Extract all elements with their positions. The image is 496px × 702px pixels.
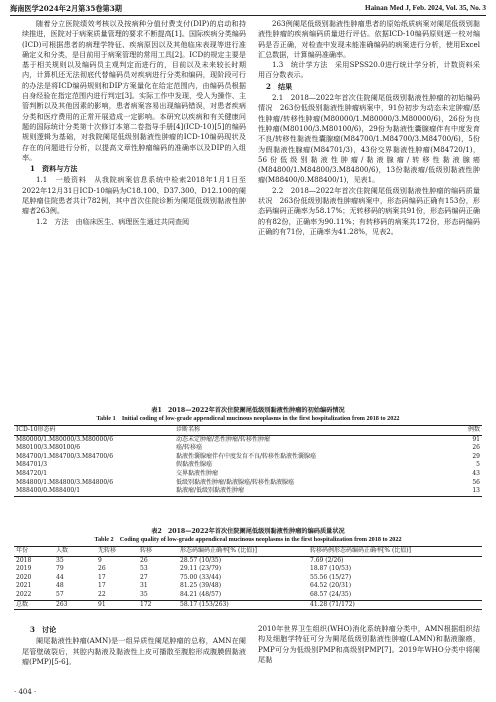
table-row [14,470,482,479]
header-rule [10,15,486,16]
table1-caption [10,407,486,423]
table-cell: 26 [98,565,106,573]
table-cell: 56 [472,478,480,486]
table-cell: 53 [140,565,148,573]
table-row [14,582,482,591]
general-data-paragraph: 1.1 一般资料 从我院病案信息系统中检索2018年1月1日至2022年12月31日ICD-10编码为C18.100、D37.300、D12.100的阑尾肿瘤住院患者共计782例，其中首次住院诊断为阑尾低级别黏液性肿瘤者263例。 [22,175,246,216]
table2-header: 转移码例形态码编码正确率[% (比值)] [308,547,482,557]
table2-header: 年份 [14,547,54,557]
table-cell: M80000/1.M80000/3.M80000/6 [16,435,114,443]
table-cell: 2020 [16,573,32,581]
table-row [14,435,482,444]
table-cell: 91 [96,600,138,610]
discussion-column-left [22,624,246,667]
table-cell: M80100/3.M80100/6 [16,444,81,452]
table-cell: 2021 [16,582,32,590]
table-cell: 黏液性囊腺瘤伴有中度发育不良/转移性黏液性囊腺癌 [176,452,317,460]
table-cell: 55.56 (15/27) [310,573,352,581]
table-row [14,600,482,610]
table-cell: 7.69 (2/26) [310,556,344,564]
table-row [14,479,482,488]
table-cell: 低级别黏液性肿瘤/黏液腺癌/转移性黏液腺癌 [176,478,295,486]
table-cell: 黏液瘤/低级别黏液性肿瘤 [174,487,442,496]
discussion-paragraph: 阑尾黏液性肿瘤(AMN)是一组异质性阑尾肿瘤的总称，AMN在阑尾管壁破裂后，其腔内黏液及黏液性上皮可播散至腹腔形成腹膜假黏液瘤(PMP)[5-6]。 [22,636,246,666]
table-row [14,453,482,462]
table-cell: 2022 [16,590,32,598]
result-2-2-paragraph: 2.2 2018—2022年首次住院阑尾低级别黏液性肿瘤的编码质量状况 263份低级别黏液性肿瘤病案中，形态码编码正确有153份，形态码编码正确率为58.17%；无转移码的病案共91份，形态码编码正确的有82份，正确率为90.11%；有转移码的病案共172份，形态码编码正确的有71份，正确率为41.28%，见表2。 [258,185,480,236]
table-cell: 总数 [14,600,54,610]
table-cell: 18.87 (10/53) [310,565,352,573]
table-cell: 26 [140,556,148,564]
table-row [14,565,482,574]
table-cell: 172 [138,600,178,610]
table-cell: M84720/1 [16,469,48,477]
table-cell: 43 [472,469,480,477]
method-paragraph: 1.2 方法 由临床医生、病理医生通过共同查阅 [36,216,190,226]
table-cell: 263 [54,600,96,610]
journal-name-cn: 海南医学2024年2月第35卷第3期 [10,4,122,13]
table2 [14,546,482,610]
table2-header: 无转移 [96,547,138,557]
table-cell: 84.21 (48/57) [180,590,222,598]
table-cell: 35 [56,556,64,564]
table-cell: 75.00 (33/44) [180,573,222,581]
table-cell: 29 [472,452,480,460]
table-cell: 2019 [16,565,32,573]
table-cell: 27 [140,573,148,581]
table2-title-cn: 表2 2018—2022年首次住院阑尾低级别黏液性肿瘤的编码质量状况 [151,528,345,535]
table2-header: 人数 [54,547,96,557]
table-cell: 假黏液性腺癌 [176,461,213,469]
table1-title-cn: 表1 2018—2022年首次住院阑尾低级别黏液性肿瘤的初始编码情况 [151,407,345,414]
table-cell: 13 [442,487,482,496]
table-cell: 91 [472,435,480,443]
left-column [22,19,246,227]
table-cell: 35 [140,590,148,598]
table-cell: 5 [476,461,480,469]
section-heading-methods: 1 资料与方法 [30,164,78,174]
table-cell: 29.11 (23/79) [180,565,222,573]
section-heading-results: 2 结果 [266,81,293,91]
discussion-continued-paragraph: 2010年世界卫生组织(WHO)消化系统肿瘤分类中，AMN根据组织结构及细胞学特征可分为阑尾低级别黏液性肿瘤(LAMN)和黏液腺癌，PMP可分为低级别PMP和高级别PMP[7]。2019年WHO分类中将阑尾黏 [258,624,480,664]
journal-name-en: Hainan Med J, Feb. 2024, Vol. 35, No. 3 [365,4,486,12]
table-cell: 癌/转移癌 [176,444,203,452]
table-cell: 交界黏液性肿瘤 [176,469,219,477]
table-cell: 48 [56,582,64,590]
table-cell: 41.28 (71/172) [308,600,482,610]
table-row [14,487,482,496]
table-cell: 2018 [16,556,32,564]
table-cell: 68.57 (24/35) [310,590,352,598]
statistics-paragraph: 1.3 统计学方法 采用SPSS20.0进行统计学分析，计数资料采用百分数表示。 [258,60,480,80]
table-row [14,591,482,600]
result-2-1-paragraph: 2.1 2018—2022年首次住院阑尾低级别黏液性肿瘤的初始编码情况 263份低级别黏液性肿瘤病案中，91份初步为动态未定肿瘤/恶性肿瘤/转移性肿瘤(M80000/1.M80000/3.M80000/6)，26份为良性肿瘤(M80100/3.M80100/6)，29份为黏液性囊腺瘤伴有中度发育不良/转移性黏液性囊腺瘤(M84700/1.M84700/3.M84700/6)，5份为假黏液性腺瘤(M84701/3)，43份交界黏液性肿瘤(M84720/1)，56份低级别黏液性肿瘤/黏液腺瘤/转移性黏液腺癌(M84800/1.M84800/3.M84800/6)，13份黏液瘤/低级别黏液性肿瘤(M88400/0.M88400/1)，见表1。 [258,93,480,185]
table1-header: 例数 [442,426,482,436]
table-cell: 26 [472,444,480,452]
table-cell: 44 [56,573,64,581]
table-cell: 79 [56,565,64,573]
table-cell: 17 [98,582,106,590]
table1-header: 诊断名称 [174,426,442,436]
table-cell: 57 [56,590,64,598]
table-cell: 17 [98,573,106,581]
page-number: · 404 · [14,688,37,696]
table-row [14,574,482,583]
table-cell: M84700/1.M84700/3.M84700/6 [16,452,114,460]
table2-header: 形态码编码正确率[% (比值)] [178,547,308,557]
table1 [14,425,482,497]
table-cell: 31 [140,582,148,590]
table-cell: 64.52 (20/31) [310,582,352,590]
table-cell: 81.25 (39/48) [180,582,222,590]
discussion-column-right [258,624,480,665]
table-cell: 22 [98,590,106,598]
table1-title-en: Table 1 Initial coding of low-grade appendiceal mucinous neoplasms in the first hospitalization from 2018 to 2022 [96,415,400,422]
intro-paragraph: 随着分立医院绩效考核以及按病种分值付费支付(DIP)的启动和持续推进，医院对于病案质量管理的要求不断提高[1]。国际疾病分类编码(ICD)可根据患者的病理学特征、疾病原因以及其他临床表现等进行准确定义和分类，是目前用于病案管理的常用工具[2]。ICD的规定主要是基于相关规则以及编码员主观判定而进行的，目前以及未来较长时期内，计算机还无法彻底代替编码员对疾病进行分类和编码，现阶段可行的办法是将ICD编码规则和DIP方案量化在给定范围内，由编码员根据自身经验在指定范围内进行判定[3]。实际工作中发现，受人为操作、主管判断以及其他因素的影响，患者病案容易出现编码错误，对患者疾病分类和医疗费用的正常开展造成一定影响。本研究以疾病和有关健康问题的国际统计分类第十次修订本第二卷指导手册[4](ICD-10)[5]的编码规则逻辑为基础，对我院阑尾低级别黏液性肿瘤的ICD-10编码现状及存在的问题进行分析，以提高文章性肿瘤编码的准确率以及DIP的入组率。 [22,19,246,162]
right-column [258,19,480,237]
method-continued-paragraph: 263例阑尾低级别黏液性肿瘤患者的原始纸质病案对阑尾低级别黏液性肿瘤的疾病编码质量进行评估。依据ICD-10编码原则逐一校对编码是否正确，对检查中发现未能准确编码的病案进行分析，使用Excel汇总数据，计算编码准确率。 [258,19,480,59]
table2-title-en: Table 2 Coding quality of low-grade appendiceal mucinous neoplasms in the first hospitalization from 2018 to 2022 [94,536,402,543]
table-cell: 58.17 (153/263) [178,600,308,610]
table-cell: 9 [98,556,102,564]
table2-header: 转移 [138,547,178,557]
table-row [14,444,482,453]
table1-header: ICD-10形态码 [14,426,174,436]
table-cell: 动态未定肿瘤/恶性肿瘤/转移性肿瘤 [176,435,271,443]
table-row [14,461,482,470]
table2-caption [10,528,486,544]
table-cell: M84800/1.M84800/3.M84800/6 [16,478,114,486]
table-row [14,556,482,565]
table-cell: 28.57 (10/35) [180,556,222,564]
table-cell: M88400/0.M88400/1 [14,487,174,496]
table-cell: M84701/3 [16,461,48,469]
section-heading-discussion: 3 讨论 [30,625,57,634]
